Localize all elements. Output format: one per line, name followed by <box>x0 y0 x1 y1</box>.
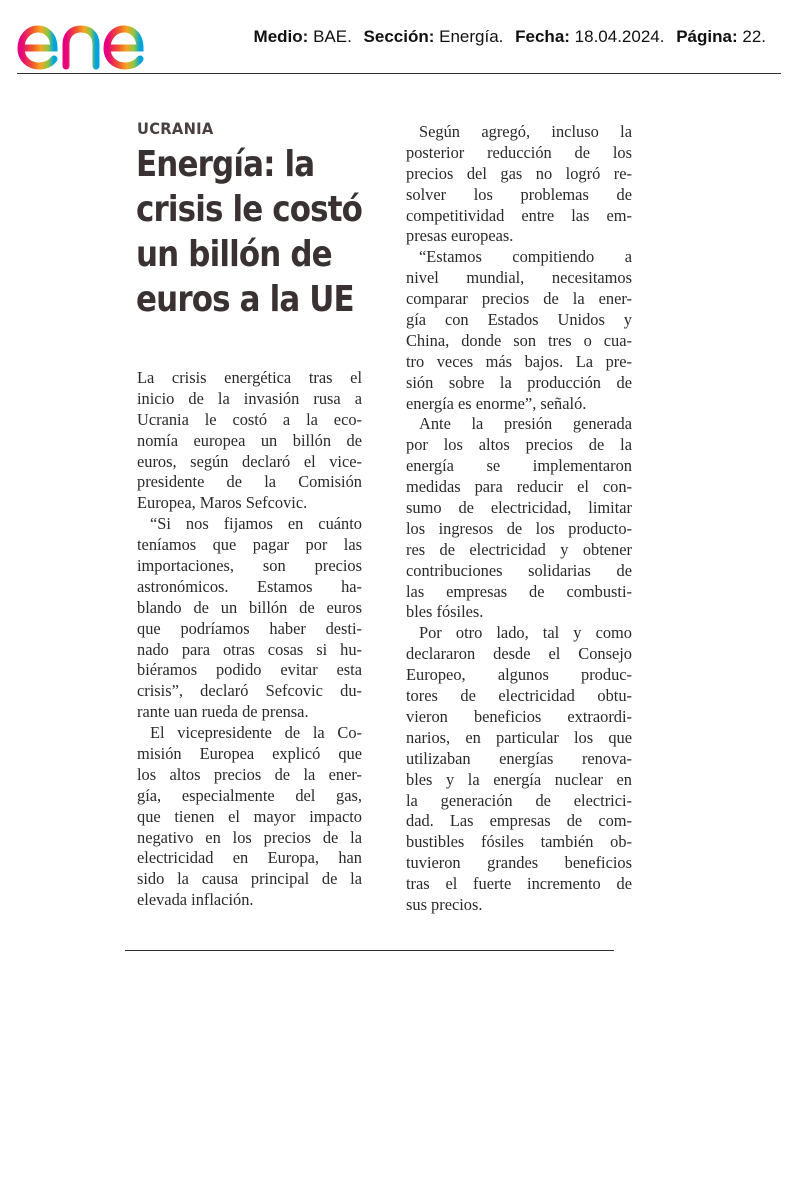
text-line: contribuciones solidarias de <box>406 560 632 580</box>
text-line: solver los problemas de <box>406 184 632 204</box>
pagina-label: Página: <box>676 27 738 46</box>
text-line: inicio de la invasión rusa a <box>137 388 362 408</box>
enel-logo <box>14 8 184 72</box>
fecha-value: 18.04.2024. <box>574 27 665 46</box>
text-line: bles y la energía nuclear en <box>406 769 632 789</box>
text-line: nado para otras cosas si hu- <box>137 639 362 659</box>
headline-line: euros a la UE <box>136 279 354 320</box>
text-line: elevada inflación. <box>137 890 254 910</box>
text-line: crisis”, declaró Sefcovic du- <box>137 681 362 701</box>
text-line: competitividad entre las em- <box>406 205 632 225</box>
text-line: “Estamos compitiendo a <box>419 247 632 267</box>
text-line: sido la causa principal de la <box>137 869 362 889</box>
text-line: China, donde son tres o cua- <box>406 330 632 350</box>
text-line: rante uan rueda de prensa. <box>137 702 309 722</box>
text-line: importaciones, son precios <box>137 556 362 576</box>
text-line: declararon desde el Consejo <box>406 644 632 664</box>
left-column <box>137 368 362 911</box>
text-line: El vicepresidente de la Co- <box>150 723 362 743</box>
text-line: tro veces más bajos. La pre- <box>406 351 632 371</box>
text-line: blando de un billón de euros <box>137 597 362 617</box>
text-line: astronómicos. Estamos ha- <box>137 576 362 596</box>
text-line: los ingresos de los productо- <box>406 518 632 538</box>
text-line: La crisis energética tras el <box>137 368 362 387</box>
text-line: bustibles fósiles también ob- <box>406 832 632 852</box>
footer-divider <box>125 950 614 951</box>
fecha-label: Fecha: <box>515 27 570 46</box>
seccion-label: Sección: <box>363 27 435 46</box>
text-line: energía es enorme”, señaló. <box>406 393 587 413</box>
text-line: por los altos precios de la <box>406 435 632 455</box>
seccion-value: Energía. <box>439 27 504 46</box>
text-line: nivel mundial, necesitamos <box>406 268 632 288</box>
text-line: la generación de electrici- <box>406 790 632 810</box>
text-line: Por otro lado, tal y como <box>419 623 632 643</box>
text-line: presas europeas. <box>406 226 514 246</box>
medio-label: Medio: <box>253 27 309 46</box>
text-line: sus precios. <box>406 894 483 914</box>
text-line: posterior reducción de los <box>406 142 632 162</box>
text-line: bles fósiles. <box>406 602 484 622</box>
medio-value: BAE. <box>313 27 352 46</box>
text-line: gía, especialmente del gas, <box>137 785 362 805</box>
right-column <box>406 122 632 916</box>
headline-line: Energía: la <box>136 144 315 185</box>
text-line: Ante la presión generada <box>419 414 632 434</box>
text-line: misión Europea explicó que <box>137 744 362 764</box>
text-line: tores de electricidad obtu- <box>406 686 632 706</box>
text-line: sumo de electricidad, limitar <box>406 498 632 518</box>
text-line: teníamos que pagar por las <box>137 535 362 555</box>
text-line: euros, según declaró el vice- <box>137 451 362 471</box>
text-line: Ucrania le costó a la eco- <box>137 409 362 429</box>
text-line: tras el fuerte incremento de <box>406 874 632 894</box>
text-line: dad. Las empresas de com- <box>406 811 632 831</box>
text-line: gía con Estados Unidos y <box>406 310 632 330</box>
headline <box>136 142 363 322</box>
text-line: nomía europea un billón de <box>137 430 362 450</box>
headline-line: crisis le costó <box>136 189 363 230</box>
text-line: res de electricidad y obtener <box>406 539 632 559</box>
text-line: comparar precios de la ener- <box>406 289 632 309</box>
text-line: narios, en particular los que <box>406 727 632 747</box>
text-line: precios del gas no logró re- <box>406 163 632 183</box>
text-line: energía se implementaron <box>406 456 632 476</box>
text-line: los altos precios de la ener- <box>137 764 362 784</box>
headline-line: un billón de <box>136 234 332 275</box>
text-line: electricidad en Europa, han <box>137 848 362 868</box>
text-line: las empresas de combusti- <box>406 581 632 601</box>
header-divider <box>17 73 781 74</box>
text-line: que podríamos haber desti- <box>137 618 362 638</box>
text-line: vieron beneficios extraordi- <box>406 706 632 726</box>
pagina-value: 22. <box>742 27 766 46</box>
text-line: medidas para reducir el con- <box>406 477 632 497</box>
text-line: Europeo, algunos produc- <box>406 665 632 685</box>
text-line: Según agregó, incluso la <box>419 122 632 141</box>
section-label: UCRANIA <box>137 119 214 138</box>
text-line: Europea, Maros Sefcovic. <box>137 493 308 513</box>
text-line: presidente de la Comisión <box>137 472 362 492</box>
press-meta <box>254 27 766 47</box>
text-line: negativo en los precios de la <box>137 827 362 847</box>
text-line: sión sobre la producción de <box>406 372 632 392</box>
text-line: que tienen el mayor impacto <box>137 806 362 826</box>
text-line: utilizaban energías renova- <box>406 748 632 768</box>
text-line: tuvieron grandes beneficios <box>406 853 632 873</box>
text-line: biéramos podido evitar esta <box>137 660 362 680</box>
text-line: “Si nos fijamos en cuánto <box>150 514 362 534</box>
